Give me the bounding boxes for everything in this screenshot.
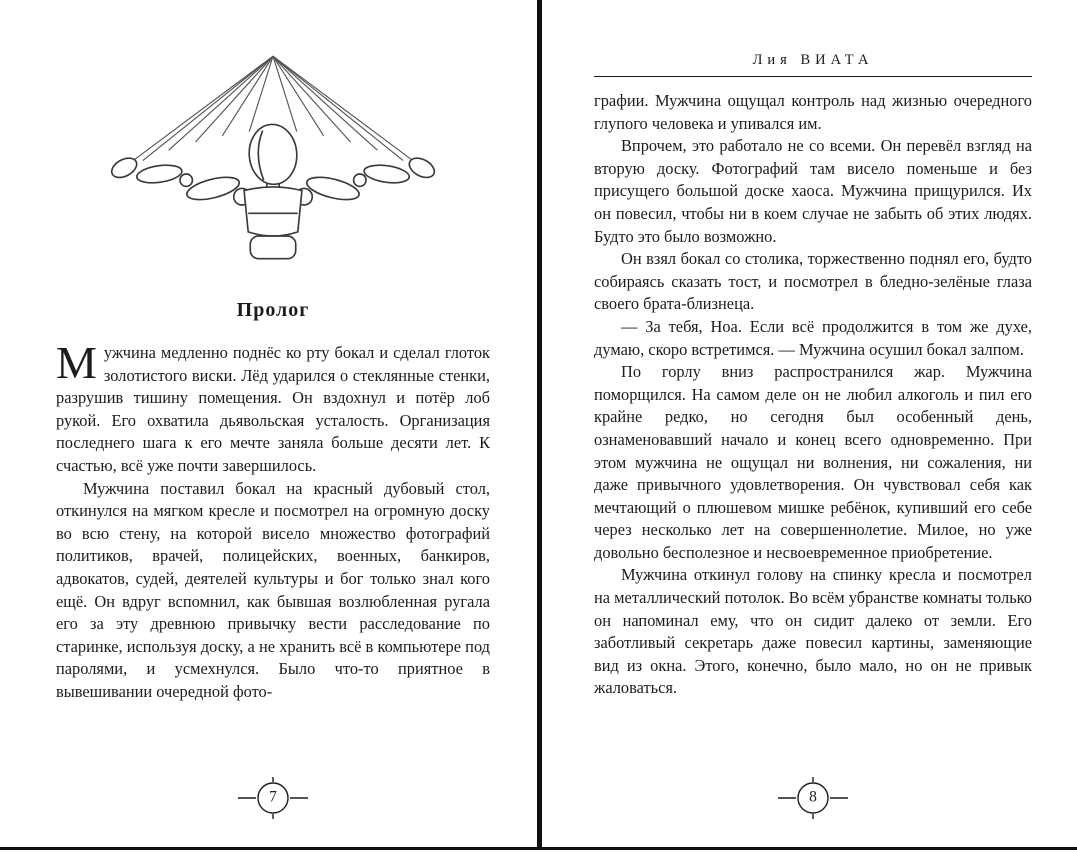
page-left <box>56 36 490 832</box>
opening-paragraph-text: ужчина медленно поднёс ко рту бокал и сделал глоток золотистого виски. Лёд ударился о стеклянные стенки, разрушив тишину помещения. Он вздохнул и потёр лоб рукой. Его охватила дьявольская усталость. Организация последнего шага к его мечте заняла больше десяти лет. К счастью, всё уже почти завершилось. <box>56 343 490 475</box>
mannequin-illustration <box>87 50 459 267</box>
page-number-left: 7 <box>269 788 277 806</box>
paragraph: Мужчина откинул голову на спинку кресла и посмотрел на металлический потолок. Во всём убранстве комнаты только он напоминал ему, что он сидит далеко от земли. Его заботливый секретарь даже повесил картины, заменяющие вид из окна. Этого, конечно, было мало, но он не привык жаловаться. <box>594 565 1032 698</box>
page-number-right: 8 <box>809 788 817 806</box>
right-page-text <box>594 90 1032 700</box>
spine-divider <box>537 0 542 847</box>
paragraph: Впрочем, это работало не со всеми. Он перевёл взгляд на вторую доску. Фотографий там висело поменьше и без присущего большой доске хаоса. Мужчина прищурился. Их он повесил, чтобы ни в коем случае не забыть об этих людях. Будто это было возможно. <box>594 136 1032 246</box>
right-page-paragraphs <box>594 90 1032 700</box>
page-right <box>594 52 1032 832</box>
paragraph: Он взял бокал со столика, торжественно поднял его, будто собираясь сказать тост, и посмотрел в бледно-зелёные глаза своего брата-близнеца. <box>594 249 1032 314</box>
running-header: Лия ВИАТА <box>752 52 874 68</box>
left-page-text <box>56 337 490 704</box>
paragraph: Мужчина поставил бокал на красный дубовый стол, откинулся на мягком кресле и посмотрел на огромную доску во всю стену, на которой висело множество фотографий политиков, врачей, полицейских, военных, банкиров, адвокатов, судей, деятелей культуры и бог только знал кого ещё. Он вдруг вспомнил, как бывшая возлюбленная ругала его за эту древнюю привычку вести расследование по старинке, используя доску, а не хранить всё в компьютере под паролями, и усмехнулся. Было что-то приятное в вывешивании очередной фото- <box>56 478 490 701</box>
opening-paragraph <box>56 337 490 478</box>
chapter-title: Пролог <box>236 299 310 321</box>
page-number-ornament-left <box>237 776 309 820</box>
running-header-rule <box>594 76 1032 77</box>
left-page-paragraphs <box>56 478 490 704</box>
paragraph: По горлу вниз распространился жар. Мужчина поморщился. На самом деле он не любил алкоголь и пил его крайне редко, но сегодня был особенный день, ознаменовавший начало и конец всего одновременно. При этом мужчина не ощущал ни волнения, ни сожаления, ни даже привычного удовлетворения. Он чувствовал себя как мечтающий о плюшевом мишке ребёнок, купивший его себе через несколько лет на совершеннолетие. Милое, но уже довольно бесполезное и несвоевременное приобретение. <box>594 362 1032 562</box>
bottom-rule <box>0 847 1077 850</box>
drop-cap: М <box>56 337 97 388</box>
paragraph: графии. Мужчина ощущал контроль над жизнью очередного глупого человека и упивался им. <box>594 91 1032 133</box>
paragraph: — За тебя, Ноа. Если всё продолжится в том же духе, думаю, скоро встретимся. — Мужчина осушил бокал залпом. <box>594 316 1032 359</box>
page-number-ornament-right <box>777 776 849 820</box>
